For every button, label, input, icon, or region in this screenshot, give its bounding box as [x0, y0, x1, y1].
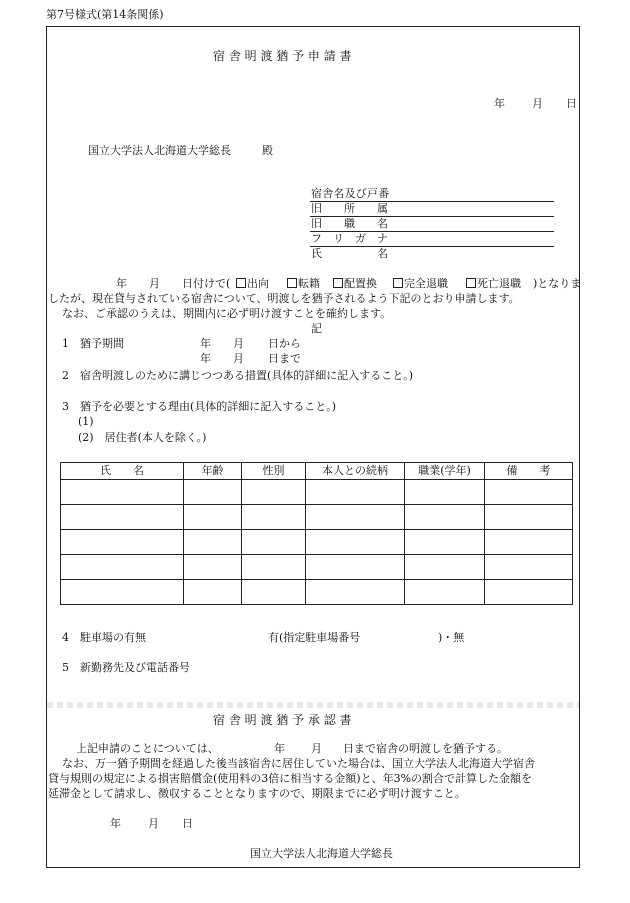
item4-value: 有(指定駐車場番号 — [268, 631, 361, 644]
form-number: 第7号様式(第14条関係) — [46, 8, 164, 21]
table-cell[interactable] — [485, 480, 573, 505]
table-cell[interactable] — [184, 555, 242, 580]
item3-sub2: (2) 居住者(本人を除く。) — [78, 431, 207, 444]
ki-mark: 記 — [311, 322, 322, 335]
table-row — [61, 580, 573, 605]
table-cell[interactable] — [306, 555, 405, 580]
item3-text: 3 猶予を必要とする理由(具体的詳細に記入すること。) — [62, 400, 337, 413]
col-header-relationship: 本人との続柄 — [306, 463, 405, 480]
approval-line4: 延滞金として請求し、徴収することとなりますので、期限までに必ず明け渡すこと。 — [48, 787, 466, 800]
table-cell[interactable] — [485, 505, 573, 530]
table-cell[interactable] — [61, 580, 184, 605]
table-cell[interactable] — [405, 480, 485, 505]
table-cell[interactable] — [405, 580, 485, 605]
approval-date-month: 月 — [148, 817, 159, 830]
item4-tail: )・無 — [438, 631, 465, 644]
table-header-row — [61, 463, 573, 480]
approval-line1-year: 年 — [274, 742, 285, 755]
table-cell[interactable] — [306, 505, 405, 530]
body-line1-tail: )となりま — [533, 277, 582, 290]
table-cell[interactable] — [485, 555, 573, 580]
table-cell[interactable] — [242, 530, 306, 555]
table-row — [61, 555, 573, 580]
addressee: 国立大学法人北海道大学総長 — [88, 144, 231, 157]
item1-to-month: 月 — [233, 352, 244, 365]
table-cell[interactable] — [242, 555, 306, 580]
table-cell[interactable] — [405, 555, 485, 580]
approval-signer: 国立大学法人北海道大学総長 — [250, 847, 393, 860]
table-cell[interactable] — [61, 555, 184, 580]
table-cell[interactable] — [61, 530, 184, 555]
applicant-field-title: 旧 職 名 — [311, 217, 388, 230]
applicant-field-furigana: フ リ ガ ナ — [311, 232, 388, 245]
body-line2: したが、現在貸与されている宿舎について、明渡しを猶予されるよう下記のとおり申請します。 — [48, 292, 520, 305]
item4-label: 4 駐車場の有無 — [62, 631, 146, 644]
table-cell[interactable] — [184, 480, 242, 505]
checkbox-icon — [333, 278, 343, 288]
checkbox-icon — [287, 278, 297, 288]
table-cell[interactable] — [405, 505, 485, 530]
table-cell[interactable] — [485, 580, 573, 605]
item1-from-year: 年 — [200, 337, 211, 350]
table-cell[interactable] — [306, 480, 405, 505]
table-cell[interactable] — [306, 530, 405, 555]
table-cell[interactable] — [61, 480, 184, 505]
residents-table — [60, 462, 573, 605]
col-header-occupation: 職業(学年) — [405, 463, 485, 480]
checkbox-icon — [236, 278, 246, 288]
table-cell[interactable] — [184, 505, 242, 530]
checkbox-icon — [393, 278, 403, 288]
table-cell[interactable] — [242, 480, 306, 505]
table-cell[interactable] — [485, 530, 573, 555]
item1-to-year: 年 — [200, 352, 211, 365]
col-header-name: 氏 名 — [61, 463, 184, 480]
approval-line1-b: 日まで宿舎の明渡しを猶予する。 — [343, 742, 508, 755]
item1-from-day: 日から — [268, 337, 301, 350]
applicant-field-dept: 旧 所 属 — [311, 202, 388, 215]
col-header-age: 年齢 — [184, 463, 242, 480]
table-row — [61, 505, 573, 530]
table-cell[interactable] — [306, 580, 405, 605]
table-cell[interactable] — [405, 530, 485, 555]
application-date-day: 日 — [566, 97, 577, 110]
item3-sub1: (1) — [78, 415, 94, 428]
approval-date-year: 年 — [110, 817, 121, 830]
option-full-retirement[interactable]: 完全退職 — [393, 277, 448, 291]
application-date-year: 年 — [494, 97, 505, 110]
option-transfer[interactable]: 転籍 — [287, 277, 320, 291]
checkbox-icon — [466, 278, 476, 288]
table-row — [61, 480, 573, 505]
item1-to-day: 日まで — [268, 352, 301, 365]
approval-line3: 貸与規則の規定による損害賠償金(使用料の3倍に相当する金額)と、年3%の割合で計算した金額を — [48, 772, 533, 785]
table-row — [61, 530, 573, 555]
addressee-suffix: 殿 — [262, 144, 273, 157]
approval-line2: なお、万一猶予期間を経過した後当該宿舎に居住していた場合は、国立大学法人北海道大学宿舎 — [62, 757, 535, 770]
approval-line1-month: 月 — [311, 742, 322, 755]
body-month: 月 — [149, 277, 160, 290]
item1-label: 1 猶予期間 — [62, 337, 124, 350]
body-day-from: 日付けで( — [182, 277, 231, 290]
item1-from-month: 月 — [233, 337, 244, 350]
option-secondment[interactable]: 出向 — [236, 277, 269, 291]
item2-text: 2 宿舎明渡しのために講じつつある措置(具体的詳細に記入すること。) — [62, 369, 414, 382]
option-death-retirement[interactable]: 死亡退職 — [466, 277, 521, 291]
body-year: 年 — [116, 277, 127, 290]
approval-date-day: 日 — [182, 817, 193, 830]
applicant-field-residence: 宿舎名及び戸番 — [311, 187, 390, 200]
item5-text: 5 新勤務先及び電話番号 — [62, 661, 190, 674]
option-reassignment[interactable]: 配置換 — [333, 277, 377, 291]
body-line3: なお、ご承認のうえは、期間内に必ず明け渡すことを確約します。 — [62, 307, 392, 320]
col-header-remarks: 備 考 — [485, 463, 573, 480]
approval-title: 宿 舎 明 渡 猶 予 承 認 書 — [213, 713, 352, 727]
application-title: 宿 舎 明 渡 猶 予 申 請 書 — [213, 49, 352, 63]
cut-line — [47, 702, 579, 708]
applicant-field-name: 氏 名 — [311, 247, 388, 260]
table-cell[interactable] — [61, 505, 184, 530]
col-header-gender: 性別 — [242, 463, 306, 480]
table-cell[interactable] — [184, 580, 242, 605]
table-cell[interactable] — [242, 505, 306, 530]
table-cell[interactable] — [242, 580, 306, 605]
approval-line1-a: 上記申請のことについては、 — [76, 742, 219, 755]
application-date-month: 月 — [532, 97, 543, 110]
table-cell[interactable] — [184, 530, 242, 555]
